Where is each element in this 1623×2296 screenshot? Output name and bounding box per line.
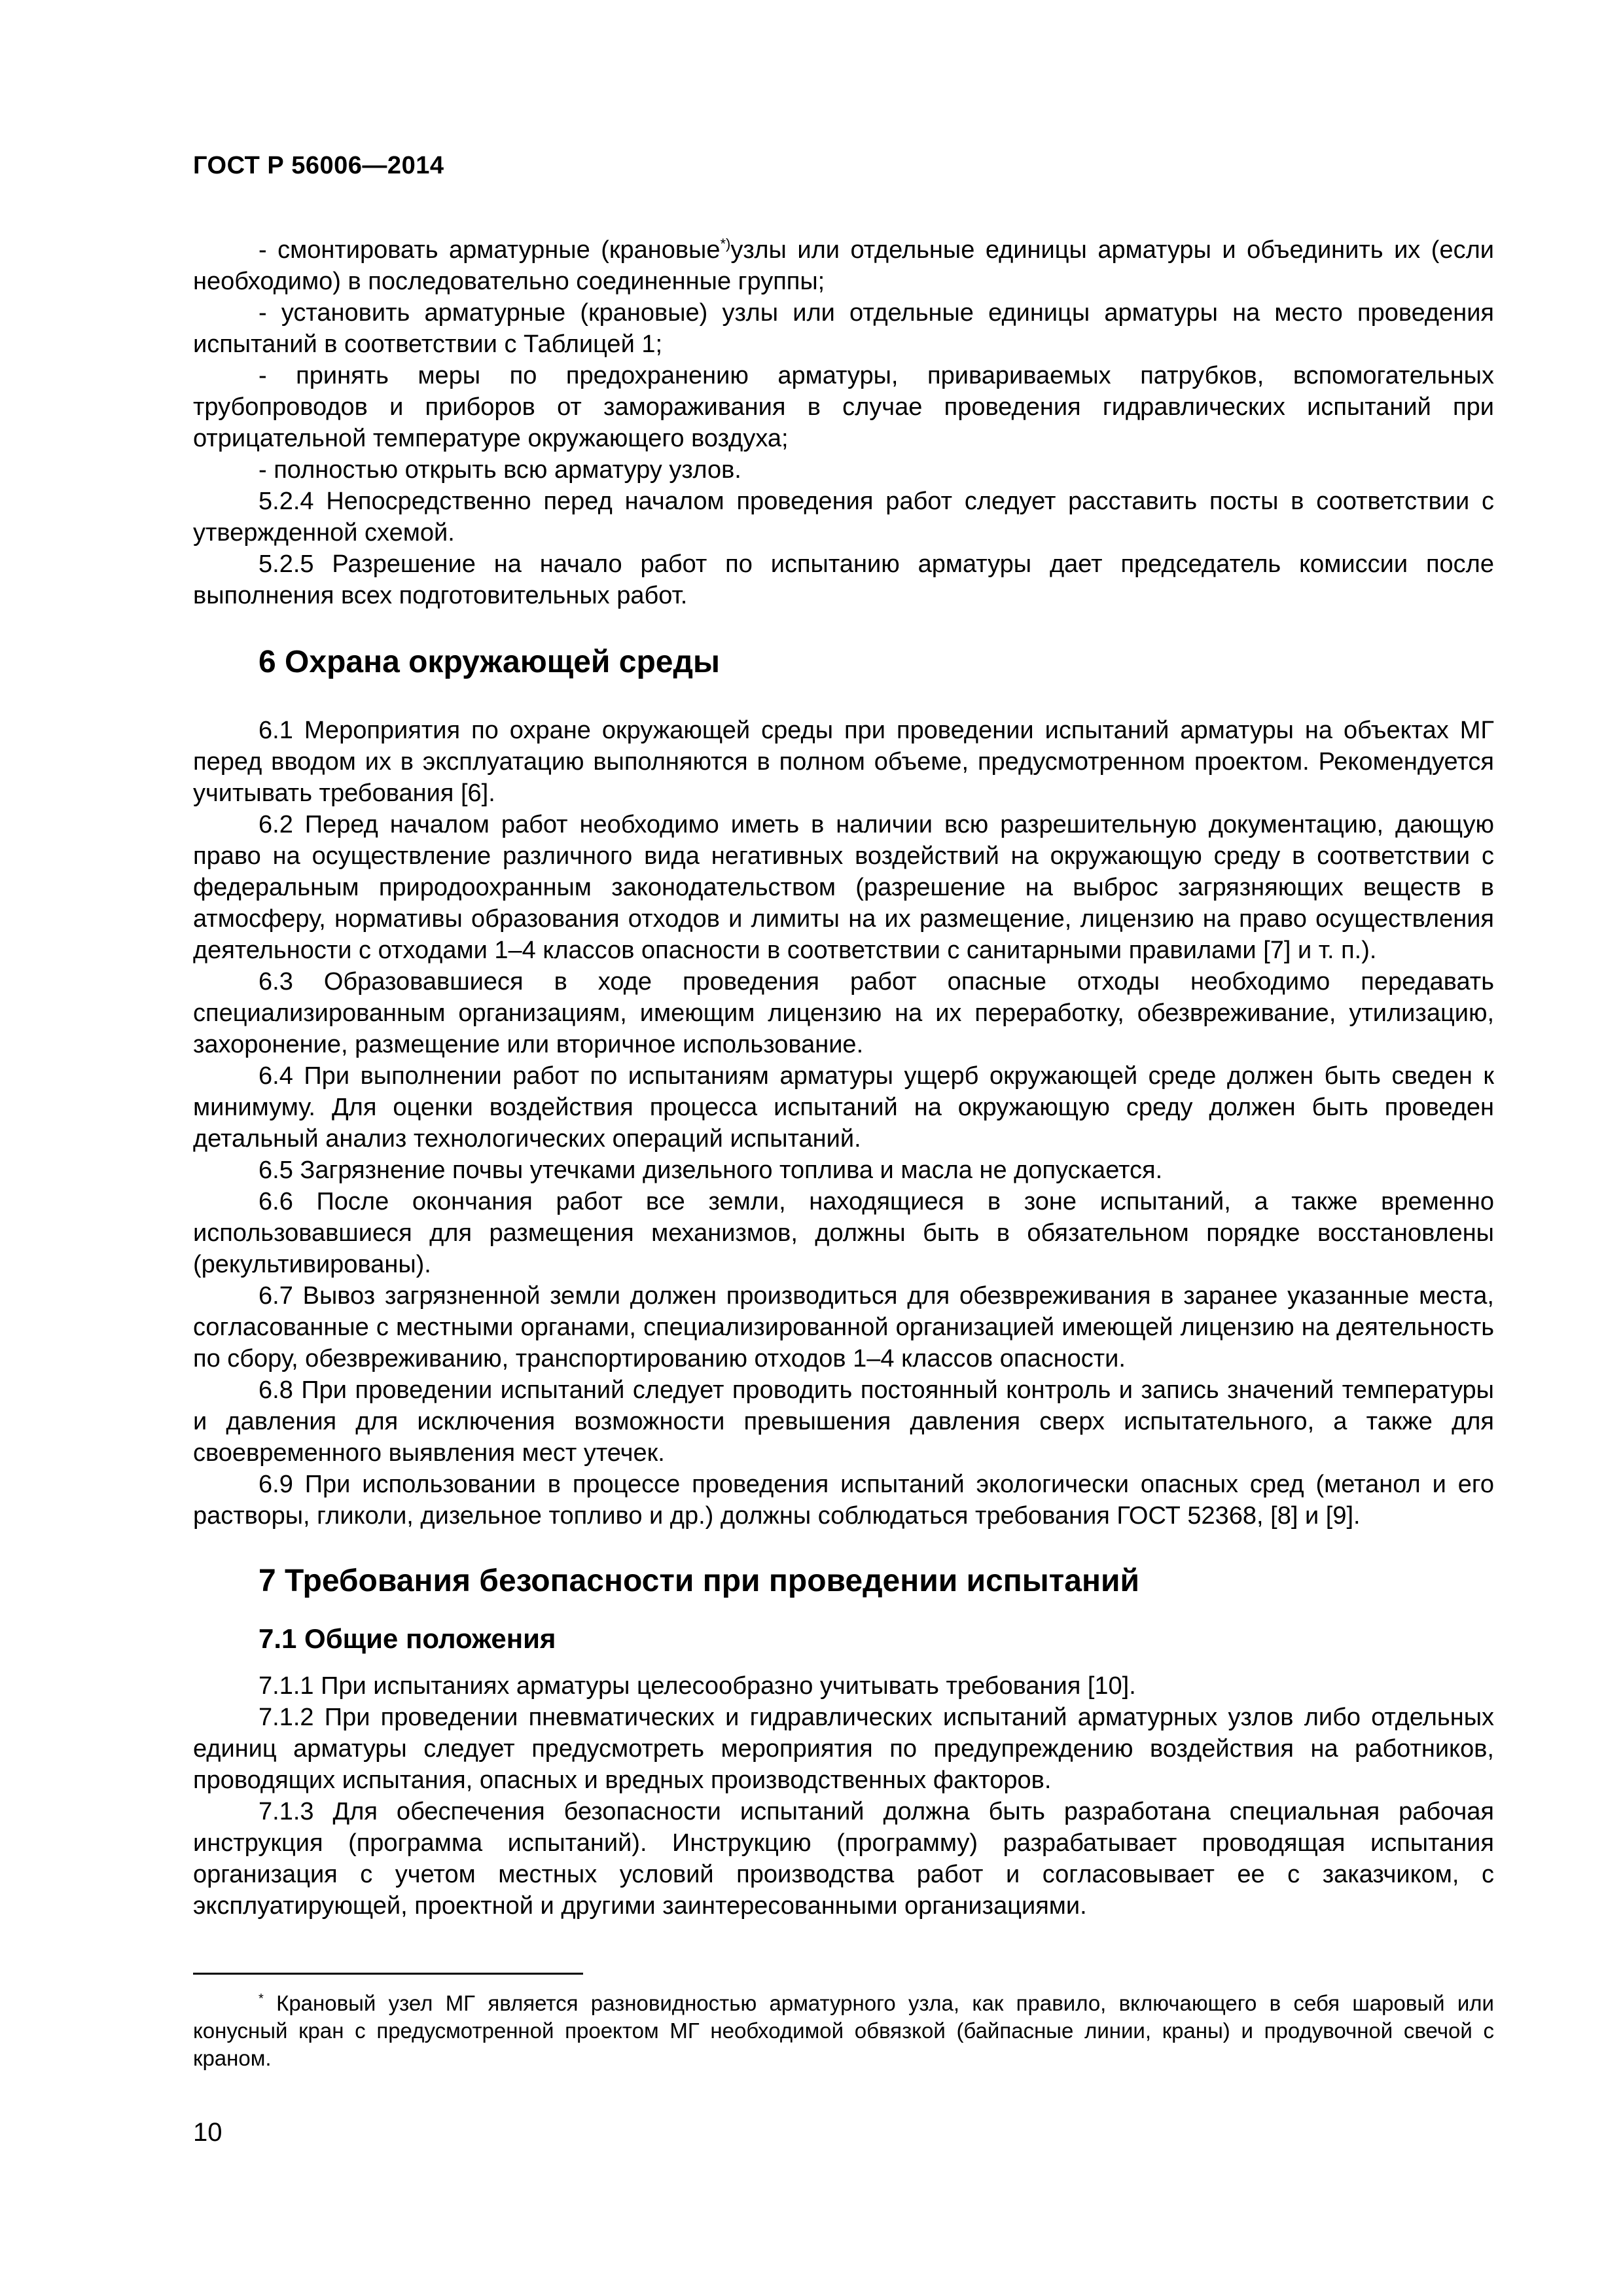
document-header: ГОСТ Р 56006—2014 — [193, 152, 444, 179]
section-heading-6: 6 Охрана окружающей среды — [259, 645, 720, 679]
paragraph-6-2: 6.2 Перед началом работ необходимо иметь в наличии всю разрешительную документацию, дающую право на осуществление различного вида негативных воздействий на окружающую среду в соответствии с федеральным природоохранным законодательством (разрешение на выброс загрязняющих веществ в атмосферу, нормативы образования отходов и лимиты на их размещение, лицензию на право осуществления деятельности с отходами 1–4 классов опасности в соответствии с санитарными правилами [7] и т. п.). — [193, 811, 1494, 964]
paragraph-6-5: 6.5 Загрязнение почвы утечками дизельного топлива и масла не допускается. — [259, 1157, 1163, 1184]
paragraph-5-2-5: 5.2.5 Разрешение на начало работ по испытанию арматуры дает председатель комиссии после выполнения всех подготовительных работ. — [193, 550, 1494, 609]
paragraph-6-9: 6.9 При использовании в процессе проведения испытаний экологически опасных сред (метанол и его растворы, гликоли, дизельное топливо и др.) должны соблюдаться требования ГОСТ 52368, [8] и [9]. — [193, 1471, 1494, 1530]
paragraph-7-1-1: 7.1.1 При испытаниях арматуры целесообразно учитывать требования [10]. — [259, 1672, 1136, 1700]
paragraph-7-1-2: 7.1.2 При проведении пневматических и гидравлических испытаний арматурных узлов либо отдельных единиц арматуры следует предусмотреть мероприятия по предупреждению воздействия на работников, проводящих испытания, опасных и вредных производственных факторов. — [193, 1704, 1494, 1794]
paragraph-6-6: 6.6 После окончания работ все земли, находящиеся в зоне испытаний, а также временно использовавшиеся для размещения механизмов, должны быть в обязательном порядке восстановлены (рекультивированы). — [193, 1188, 1494, 1278]
paragraph-6-8: 6.8 При проведении испытаний следует проводить постоянный контроль и запись значений температуры и давления для исключения возможности превышения давления сверх испытательного, а также для своевременного выявления мест утечек. — [193, 1376, 1494, 1467]
footnote-text: Крановый узел МГ является разновидностью арматурного узла, как правило, включающего в себя шаровый или конусный кран с предусмотренной проектом МГ необходимой обвязкой (байпасные линии, краны) и продувочной свечой с краном. — [193, 1991, 1494, 2070]
list-item-mount — [193, 234, 1494, 297]
page-number: 10 — [193, 2118, 223, 2147]
list-item-mount-text-a: - смонтировать арматурные (крановые — [259, 236, 721, 264]
paragraph-6-4: 6.4 При выполнении работ по испытаниям арматуры ущерб окружающей среде должен быть сведен к минимуму. Для оценки воздействия процесса испытаний на окружающую среду должен быть проведен детальный анализ технологических операций испытаний. — [193, 1062, 1494, 1153]
paragraph-6-7: 6.7 Вывоз загрязненной земли должен производиться для обезвреживания в заранее указанные места, согласованные с местными органами, специализированной организацией имеющей лицензию на деятельность по сбору, обезвреживанию, транспортированию отходов 1–4 классов опасности. — [193, 1282, 1494, 1372]
list-item-install: - установить арматурные (крановые) узлы или отдельные единицы арматуры на место проведения испытаний в соответствии с Таблицей 1; — [193, 299, 1494, 358]
footnote — [193, 1990, 1494, 2072]
list-item-open-valves: - полностью открыть всю арматуру узлов. — [259, 456, 741, 484]
page-body — [193, 234, 1494, 1922]
subsection-heading-7-1: 7.1 Общие положения — [259, 1623, 556, 1654]
list-item-freeze-protection: - принять меры по предохранению арматуры, привариваемых патрубков, вспомогательных трубопроводов и приборов от замораживания в случае проведения гидравлических испытаний при отрицательной температуре окружающего воздуха; — [193, 362, 1494, 452]
paragraph-5-2-4: 5.2.4 Непосредственно перед началом проведения работ следует расставить посты в соответствии с утвержденной схемой. — [193, 488, 1494, 547]
list-item-mount-text-b: узлы или отдельные единицы арматуры и объединить их (если необходимо) в последовательно соединенные группы; — [193, 236, 1494, 295]
paragraph-7-1-3: 7.1.3 Для обеспечения безопасности испытаний должна быть разработана специальная рабочая инструкция (программа испытаний). Инструкцию (программу) разрабатывает проводящая испытания организация с учетом местных условий производства работ и согласовывает ее с заказчиком, с эксплуатирующей, проектной и другими заинтересованными организациями. — [193, 1798, 1494, 1920]
footnote-divider — [193, 1973, 583, 1975]
footnote-reference[interactable]: *) — [720, 236, 731, 252]
paragraph-6-1: 6.1 Мероприятия по охране окружающей среды при проведении испытаний арматуры на объектах МГ перед вводом их в эксплуатацию выполняются в полном объеме, предусмотренном проектом. Рекомендуется учитывать требования [6]. — [193, 717, 1494, 807]
footnote-marker: * — [259, 1992, 264, 2006]
paragraph-6-3: 6.3 Образовавшиеся в ходе проведения работ опасные отходы необходимо передавать специализированным организациям, имеющим лицензию на их переработку, обезвреживание, утилизацию, захоронение, размещение или вторичное использование. — [193, 968, 1494, 1058]
section-heading-7: 7 Требования безопасности при проведении испытаний — [259, 1564, 1139, 1598]
